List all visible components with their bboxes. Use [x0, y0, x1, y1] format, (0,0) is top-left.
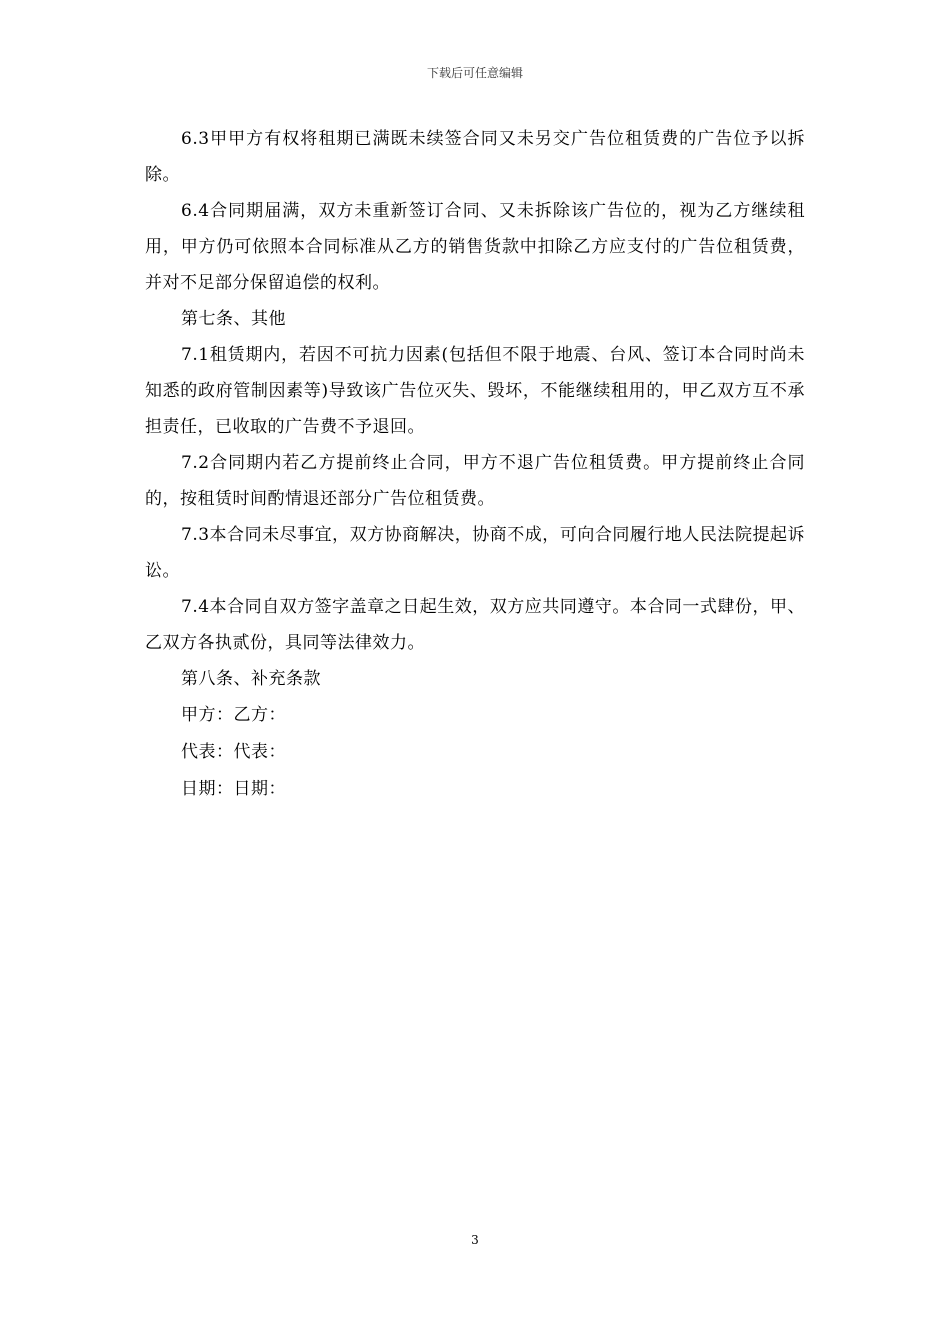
- document-body: [145, 121, 805, 808]
- clause-7-3: 7.3本合同未尽事宜，双方协商解决，协商不成，可向合同履行地人民法院提起诉讼。: [145, 525, 805, 581]
- clause-6-3: 6.3甲甲方有权将租期已满既未续签合同又未另交广告位租赁费的广告位予以拆除。: [145, 129, 805, 185]
- party-signature-line: 甲方：乙方：: [181, 705, 286, 725]
- clause-6-4: 6.4合同期届满，双方未重新签订合同、又未拆除该广告位的，视为乙方继续租用，甲方仍可依照本合同标准从乙方的销售货款中扣除乙方应支付的广告位租赁费，并对不足部分保留追偿的权利。: [145, 201, 805, 293]
- clause-7-4: 7.4本合同自双方签字盖章之日起生效，双方应共同遵守。本合同一式肆份，甲、乙双方各执贰份，具同等法律效力。: [145, 597, 805, 653]
- representative-signature-line: 代表：代表：: [181, 742, 286, 762]
- article-7-heading: 第七条、其他: [181, 309, 286, 329]
- clause-7-2: 7.2合同期内若乙方提前终止合同，甲方不退广告位租赁费。甲方提前终止合同的，按租赁时间酌情退还部分广告位租赁费。: [145, 453, 805, 509]
- article-8-heading: 第八条、补充条款: [181, 669, 321, 689]
- clause-7-1: 7.1租赁期内，若因不可抗力因素(包括但不限于地震、台风、签订本合同时尚未知悉的政府管制因素等)导致该广告位灭失、毁坏，不能继续租用的，甲乙双方互不承担责任，已收取的广告费不予退回。: [145, 345, 805, 437]
- date-signature-line: 日期：日期：: [181, 779, 286, 799]
- page-header: 下载后可任意编辑: [426, 66, 523, 80]
- page-number: 3: [471, 1233, 479, 1247]
